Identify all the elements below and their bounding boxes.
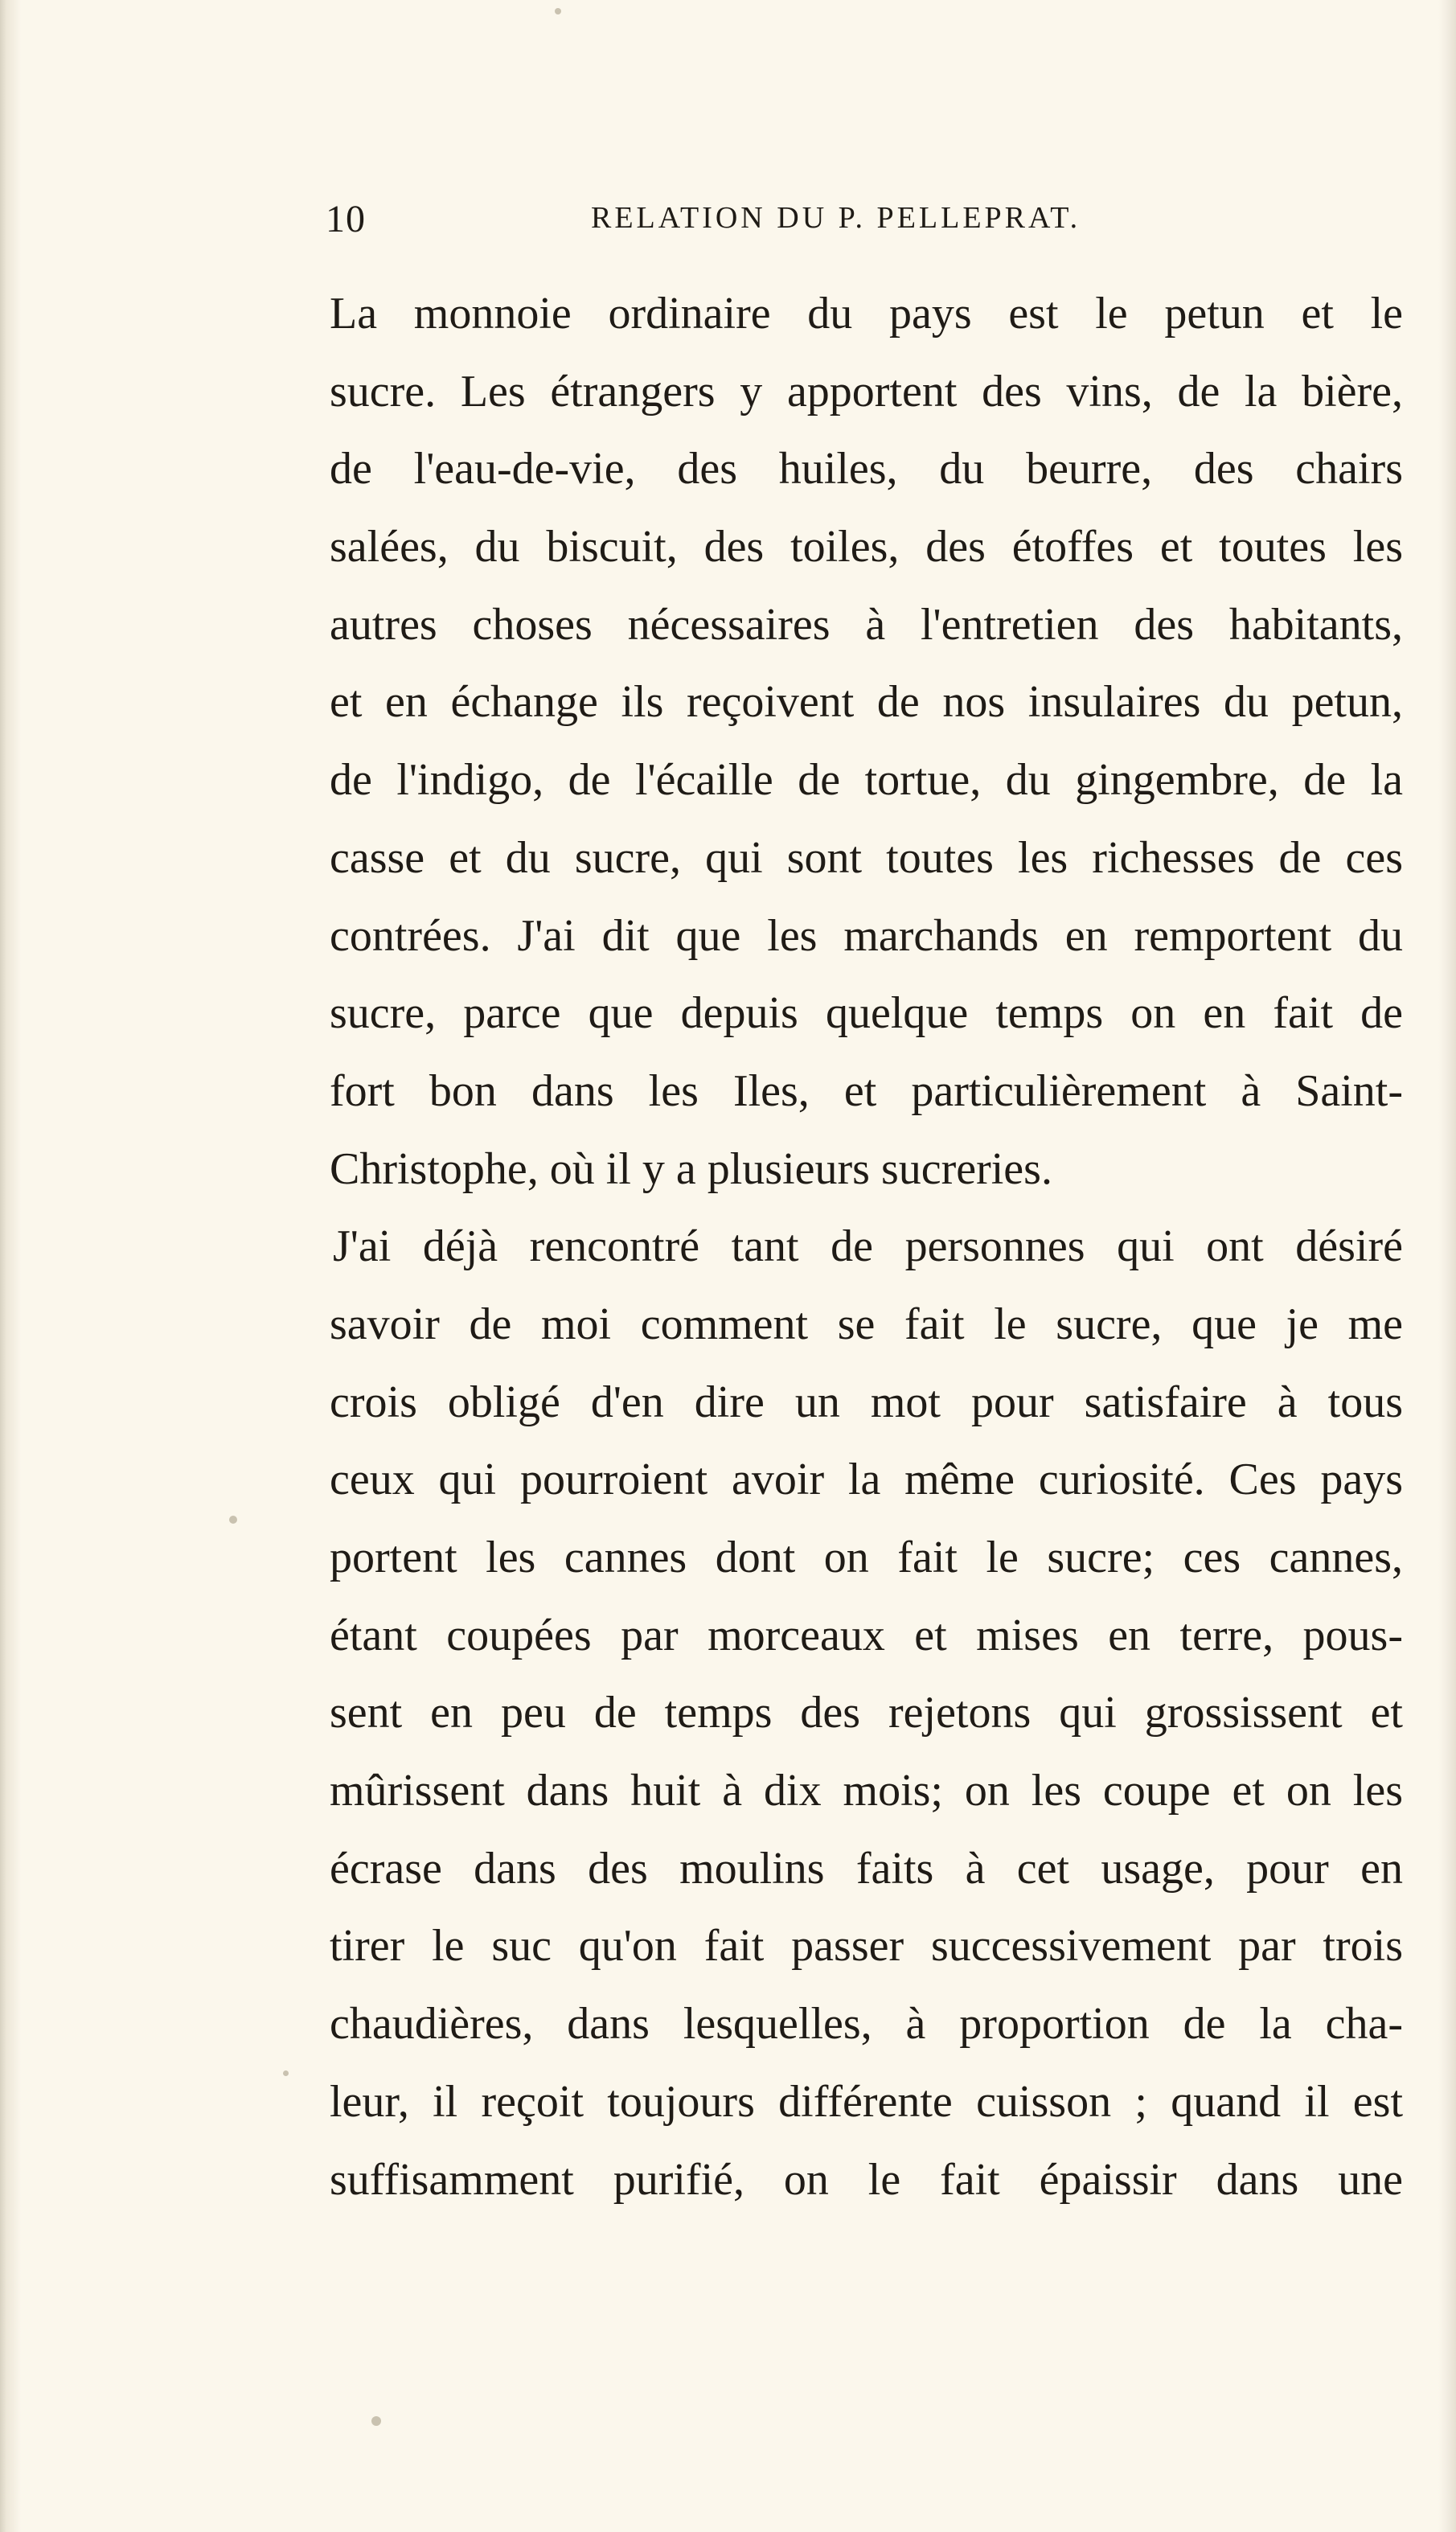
text-line: contrées. J'ai dit que les marchands en remportent du <box>330 910 1403 961</box>
paper-speck <box>371 2416 381 2426</box>
text-line: ceux qui pourroient avoir la même curiosité. Ces pays <box>330 1455 1403 1505</box>
text-line: J'ai déjà rencontré tant de personnes qui ont désiré <box>333 1221 1403 1272</box>
text-line: de l'eau-de-vie, des huiles, du beurre, des chairs <box>330 444 1403 494</box>
text-line: fort bon dans les Iles, et particulièrement à Saint- <box>330 1065 1403 1116</box>
running-head <box>326 197 1403 245</box>
page-number: 10 <box>326 198 366 240</box>
text-line: sent en peu de temps des rejetons qui grossissent et <box>330 1688 1403 1738</box>
text-line: crois obligé d'en dire un mot pour satisfaire à tous <box>330 1377 1403 1427</box>
paper-speck <box>555 8 561 14</box>
text-line: chaudières, dans lesquelles, à proportion de la cha- <box>330 1999 1403 2050</box>
text-line: Christophe, où il y a plusieurs sucreries. <box>330 1143 1052 1194</box>
text-line: autres choses nécessaires à l'entretien des habitants, <box>330 599 1403 650</box>
text-line: leur, il reçoit toujours différente cuisson ; quand il est <box>330 2076 1403 2127</box>
running-title: RELATION DU P. PELLEPRAT. <box>591 201 1081 235</box>
text-line: sucre, parce que depuis quelque temps on en fait de <box>330 988 1403 1039</box>
text-line: casse et du sucre, qui sont toutes les richesses de ces <box>330 832 1403 883</box>
text-line: tirer le suc qu'on fait passer successivement par trois <box>330 1921 1403 1972</box>
paper-speck <box>283 2070 289 2076</box>
text-line: et en échange ils reçoivent de nos insulaires du petun, <box>330 677 1403 728</box>
text-line: écrase dans des moulins faits à cet usage, pour en <box>330 1843 1403 1894</box>
text-line: portent les cannes dont on fait le sucre; ces cannes, <box>330 1533 1403 1582</box>
paper-speck <box>229 1516 237 1524</box>
text-line: étant coupées par morceaux et mises en terre, pous- <box>330 1610 1403 1660</box>
text-line: La monnoie ordinaire du pays est le petun et le <box>330 289 1403 339</box>
text-line: savoir de moi comment se fait le sucre, que je me <box>330 1299 1403 1349</box>
text-line: suffisamment purifié, on le fait épaissir dans une <box>330 2154 1403 2205</box>
body-text <box>330 275 1403 2218</box>
text-line: sucre. Les étrangers y apportent des vins, de la bière, <box>330 366 1403 417</box>
text-line: de l'indigo, de l'écaille de tortue, du gingembre, de la <box>330 755 1403 806</box>
text-line: mûrissent dans huit à dix mois; on les coupe et on les <box>330 1766 1403 1816</box>
text-line: salées, du biscuit, des toiles, des étoffes et toutes les <box>330 522 1403 572</box>
